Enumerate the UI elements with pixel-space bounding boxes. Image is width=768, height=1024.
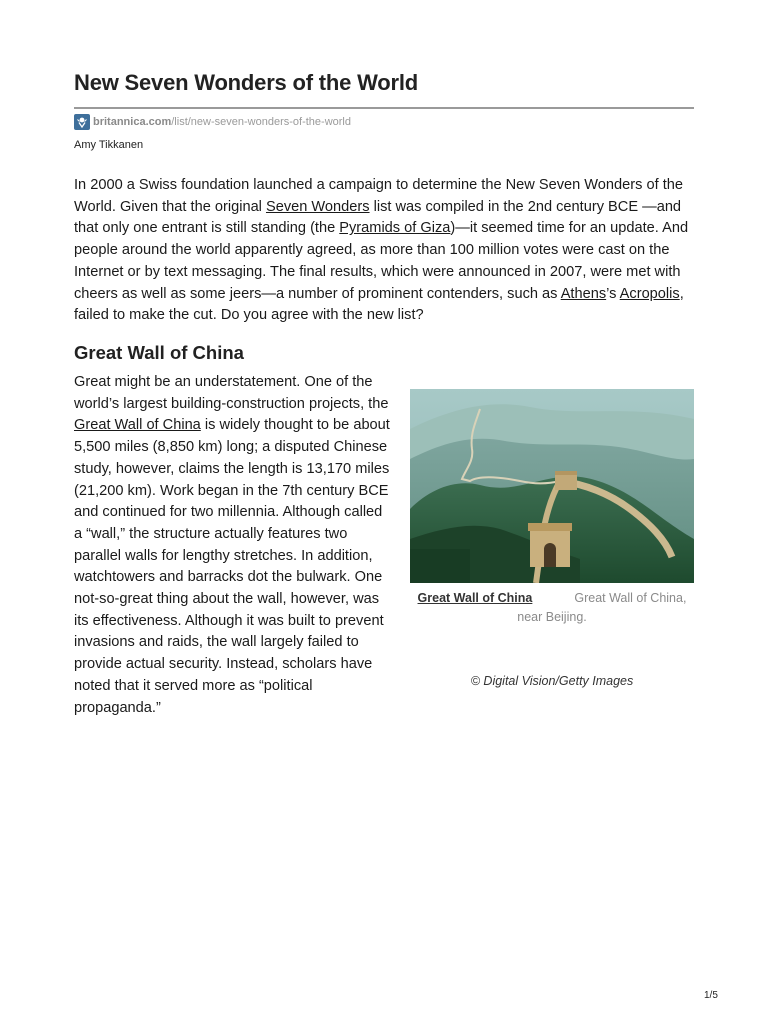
section-text: Great might be an understatement. One of the world’s largest building-construction projects, the — [74, 374, 389, 412]
photo-credit: © Digital Vision/Getty Images — [470, 674, 634, 688]
intro-text: ’s — [606, 285, 620, 302]
intro-text: list was compiled in the 2nd century BCE —and that only one entrant is still standing (the — [74, 198, 682, 237]
author-name: Amy Tikkanen — [74, 139, 144, 151]
figure-caption — [410, 589, 694, 627]
intro-text: In 2000 a Swiss foundation launched a campaign to determine the New Seven Wonders of the World. Given that the original — [74, 177, 683, 215]
intro-text: , failed to make the cut. Do you agree with the new list? — [74, 285, 684, 324]
link-pyramids-of-giza[interactable]: Pyramids of Giza — [339, 220, 451, 237]
section-paragraph — [74, 372, 392, 719]
link-seven-wonders[interactable]: Seven Wonders — [265, 198, 370, 215]
britannica-thistle-icon — [74, 114, 90, 130]
link-acropolis[interactable]: Acropolis — [619, 285, 680, 302]
section-text: is widely thought to be about 5,500 miles (8,850 km) long; a disputed Chinese study, however, claims the length is 13,170 miles (21,200 km). Work began in the 7th century BCE and continued for two millennia. Although called a “wall,” the structure actually features two parallel walls for lengthy stretches. In addition, watchtowers and barracks dot the bulwark. One not-so-great thing about the wall, however, was its effectiveness. Although it was built to prevent invasions and raids, the wall largely failed to provide actual security. Instead, scholars have noted that it served more as “political propaganda.” — [74, 417, 390, 716]
title-divider — [74, 107, 694, 109]
page-number: 1/5 — [704, 990, 718, 1001]
intro-paragraph — [74, 175, 696, 327]
source-path[interactable]: /list/new-seven-wonders-of-the-world — [171, 116, 351, 128]
link-athens[interactable]: Athens — [560, 285, 607, 302]
intro-text: )—it seemed time for an update. And people around the world apparently agreed, as more than 100 million votes were cast on the Internet or by text messaging. The final results, which were announced in 2007, were met with cheers as well as some jeers—a number of prominent contenders, such as — [74, 220, 689, 302]
article-title: New Seven Wonders of the World — [74, 70, 419, 95]
source-line[interactable] — [74, 113, 351, 131]
source-domain[interactable]: britannica.com — [93, 116, 172, 128]
caption-link-great-wall[interactable]: Great Wall of China — [417, 591, 533, 605]
caption-text: Great Wall of China, near Beijing. — [517, 591, 687, 624]
section-heading: Great Wall of China — [74, 342, 244, 363]
link-great-wall[interactable]: Great Wall of China — [74, 417, 201, 434]
great-wall-photo — [410, 389, 694, 583]
